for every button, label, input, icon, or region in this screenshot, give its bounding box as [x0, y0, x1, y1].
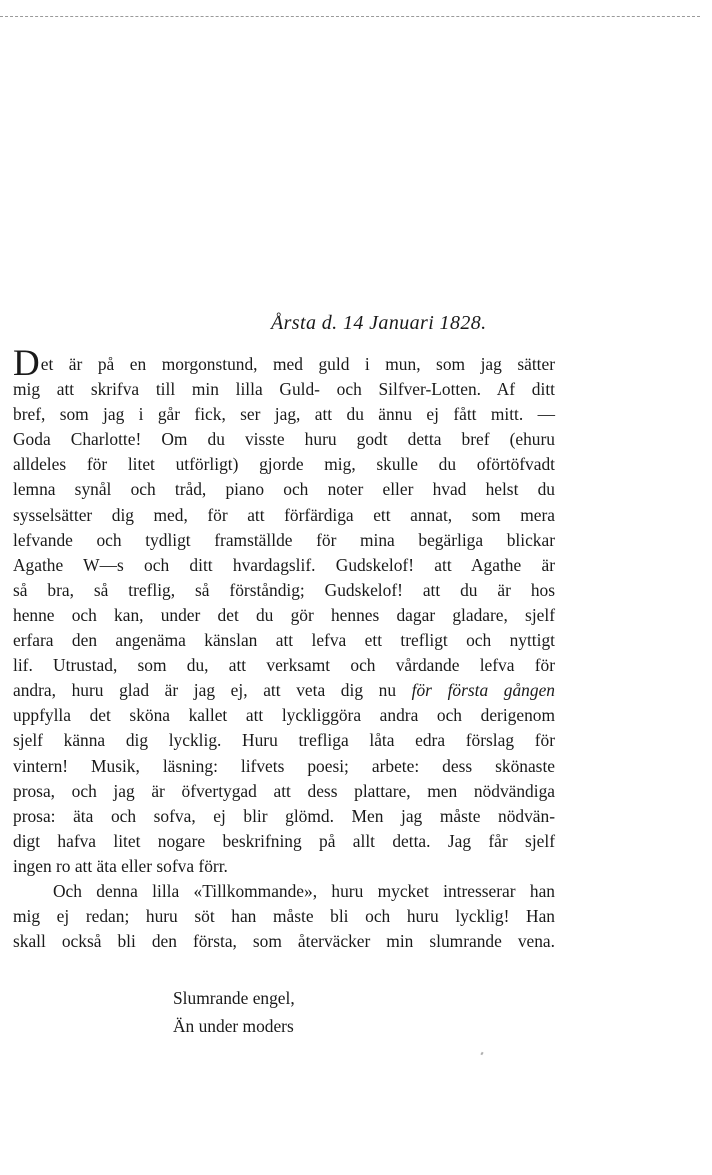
poem-line: Än under moders [173, 1016, 294, 1036]
letter-line: alldeles för litet utförligt) gjorde mig, skulle du oförtöfvadt [13, 454, 555, 475]
letter-line: erfara den angenäma känslan att lefva ett trefligt och nyttigt [13, 630, 555, 651]
letter-line: mig att skrifva till min lilla Guld- och Silfver-Lotten. Af ditt [13, 379, 555, 400]
poem-line: Slumrande engel, [173, 988, 295, 1008]
drop-cap: D [13, 343, 40, 384]
letter-line: skall också bli den första, som återväcker min slumrande vena. [13, 931, 555, 952]
letter-line: Och denna lilla «Tillkommande», huru mycket intresserar han [53, 880, 555, 901]
letter-line: bref, som jag i går fick, ser jag, att du ännu ej fått mitt. — [13, 404, 555, 425]
letter-line: lif. Utrustad, som du, att verksamt och vårdande lefva för [13, 655, 555, 676]
letter-body [13, 343, 555, 954]
dateline: Årsta d. 14 Januari 1828. [271, 312, 487, 334]
letter-line: prosa, och jag är öfvertygad att dess plattare, men nödvändiga [13, 780, 555, 801]
letter-line: digt hafva litet nogare beskrifning på allt detta. Jag får sjelf [13, 830, 555, 851]
letter-line: henne och kan, under det du gör hennes dagar gladare, sjelf [13, 604, 555, 625]
top-rule [0, 16, 700, 17]
emphasis-text: för första gången [411, 680, 555, 701]
letter-line: mig ej redan; huru söt han måste bli och huru lycklig! Han [13, 906, 555, 927]
letter-line: vintern! Musik, läsning: lifvets poesi; arbete: dess skönaste [13, 755, 555, 776]
letter-line: så bra, så treflig, så förståndig; Gudskelof! att du är hos [13, 579, 555, 600]
letter-line: lefvande och tydligt framställde för mina begärliga blickar [13, 529, 555, 550]
letter-line: lemna synål och tråd, piano och noter eller hvad helst du [13, 479, 555, 500]
poem [173, 984, 295, 1040]
letter-line: Goda Charlotte! Om du visste huru godt detta bref (ehuru [13, 429, 555, 450]
letter-line: andra, huru glad är jag ej, att veta dig nu för första gången [13, 680, 555, 701]
letter-line: sysselsätter dig med, för att förfärdiga ett annat, som mera [13, 504, 555, 525]
letter-line: Agathe W—s och ditt hvardagslif. Gudskelof! att Agathe är [13, 554, 555, 575]
letter-line: uppfylla det sköna kallet att lyckliggöra andra och derigenom [13, 705, 555, 726]
print-speck [480, 1052, 483, 1056]
letter-line: ingen ro att äta eller sofva förr. [13, 855, 228, 876]
letter-line: Det är på en morgonstund, med guld i mun, som jag sätter [13, 343, 555, 384]
letter-line: prosa: äta och sofva, ej blir glömd. Men jag måste nödvän- [13, 805, 555, 826]
letter-line: sjelf känna dig lycklig. Huru trefliga låta edra förslag för [13, 730, 555, 751]
